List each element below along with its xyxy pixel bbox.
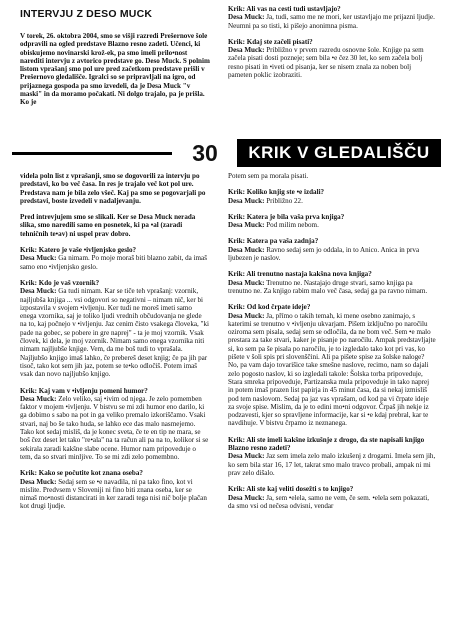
answer-paragraph: Desa Muck: Ja, sem •elela, samo ne vem, če sem. •elela sem pokazati, da smo vsi od nečesa odvisni, vendar <box>228 493 429 510</box>
banner-rule <box>12 152 172 155</box>
paragraph-gap <box>228 30 436 38</box>
question-paragraph: Krik: Kaj vam v •ivljenju pomeni humor? <box>20 386 148 395</box>
paragraph-gap <box>228 477 436 485</box>
right-bottom-column <box>228 172 436 510</box>
question-paragraph: V torek, 26. oktobra 2004, smo se višji razredi Prešernove šole odpravili na ogled predstave Blazno resno zadeti. Učenci, ki obiskujemo novinarski krož-ek, pa smo imeli prilo•nost narediti intervju z avtorico predstave go. Deso Muck. S polnim listom vprašanj smo pol ure pred začetkom predstave prišli v Prešernovo gledališče. Igralci so se pripravljali na igro, od prijaznega gospoda pa smo izvedeli, da je Desa Muck "v maski" in da moramo počakati. Ni dolgo trajalo, pa je prišla. Ko je <box>20 32 210 107</box>
question-paragraph: Krik: Ali ste kaj veliti dosežti s to knjigo? <box>228 485 354 494</box>
question-paragraph: Krik: Kdaj ste začeli pisati? <box>228 37 313 46</box>
answer-paragraph: Desa Muck: Ga tudi nimam. Kar se tiče teh vprašanj: vzornik, najljubša knjiga ... vsi odgovori so negativni – nimam nič, ker bi izpostavila v svojem •ivljenju. Ker tudi ne moreš imeti samo enega vzornika, saj je toliko ljudi vrednih občudovanja ne glede na to, kaj počnejo v •ivljenju. Jaz cenim čisto vsakega človeka, "ki pade na gobec, se pobere in gre naprej" - ta je moj vzornik. Vsak človek, ki dela, je moj vzornik. Nimam samo enega vzornika niti nimam najljubše knjige. Vem, da me boš tudi to vprašala. Najljubšo knjigo imaš lahko, če prebereš deset knjig; če pa jih par tisoč, tako kot sem jih jaz, potem se te•ko odločiš. Potem imaš vsak dan novo najljubšo knjigo. <box>20 287 209 379</box>
answer-paragraph: Potem sem pa morala pisati. <box>228 172 309 180</box>
answer-paragraph: Desa Muck: Ja, tudi, samo me ne mori, ker ustavljajo me prijazni ljudje. Neumni pa so tisti, ki pišejo anonimna pisma. <box>228 13 435 30</box>
question-paragraph: Krik: Koliko knjig ste •e izdali? <box>228 188 325 197</box>
paragraph-gap <box>228 180 436 188</box>
answer-paragraph: Desa Muck: Zelo veliko, saj •ivim od njega. Je zelo pomemben faktor v mojem •ivljenju. V bistvu se mi zdi humor eno darilo, ki ga dobimo s sabo na pot in ga veliko premalo izkoriščamo. Vsaki stvari, naj bo še tako huda, se lahko ece das malo nasmejemo. Tako kot sedaj misliš, da je konec sveta, če te en tip ne mara, se boš čez deset let tako "re•ala" na ta račun ali pa na to, kolikor si se sekirala zaradi kakšne slabe ocene. Humor nam pripoveduje o tem, da so stvari minljive. To se mi zdi zelo pomembno. <box>20 394 209 461</box>
paragraph-gap <box>228 229 436 237</box>
intro-column <box>20 32 210 107</box>
answer-paragraph: Desa Muck: Ravno sedaj sem jo oddala, in to Anico. Anica in prva ljubezen je naslov. <box>228 245 420 263</box>
question-paragraph: Krik: Katera je bila vaša prva knjiga? <box>228 212 345 221</box>
answer-paragraph: Desa Muck: Približno 22. <box>228 196 303 205</box>
left-bottom-column <box>20 172 210 511</box>
paragraph-gap <box>228 262 436 270</box>
page-number: 30 <box>192 140 218 166</box>
question-paragraph: Pred intrevjujem smo se slikali. Ker se Desa Muck nerada slika, smo naredili samo en posnetek, ki pa •al (zaradi tehničnih te•av) ni uspel prav dobro. <box>20 213 196 238</box>
answer-paragraph: Desa Muck: Jaz sem imela zelo malo izkušenj z drogami. Imela sem jih, ko sem bila star 16, 17 let, takrat smo malo travco probali, ampak ni mi prav zelo dišalo. <box>228 452 436 477</box>
answer-paragraph: Desa Muck: Sedaj sem se •e navadila, ni pa tako fino, kot vi mislite. Predvsem v Sloveniji ni fino biti znana oseba, ker se nimaš mo•nosti distancirati in ker zaradi tega nisi nič bolje plačan kot drugi ljudje. <box>20 477 207 511</box>
page-banner <box>12 139 441 167</box>
question-paragraph: Krik: Ali ste imeli kakšne izkušnje z drogo, da ste napisali knjigo Blazno resno zadeti? <box>228 435 425 453</box>
question-paragraph: Krik: Kdo je vaš vzornik? <box>20 278 100 287</box>
paragraph-gap <box>228 205 436 213</box>
question-paragraph: Krik: Katero je vaše •ivljenjsko geslo? <box>20 246 137 255</box>
question-paragraph: videla poln list z vprašanji, smo se dogovorili za intervju po predstavi, ko bo več časa. In res je trajalo več kot pol ure. <box>20 172 200 189</box>
question-paragraph: Krik: Katera pa vaša zadnja? <box>228 237 319 246</box>
answer-paragraph: Desa Muck: Približno v prvem razredu osnovne šole. Knjige pa sem začela pisati dosti pozneje; sem bila •e čez 30 let, ko sem začela bolj resno pisati in •iveti od pisanja, ker se nisem znala za noben bolj pameten poklic izobraziti. <box>228 46 424 80</box>
paragraph-gap <box>20 238 210 246</box>
paragraph-gap <box>20 379 210 387</box>
question-paragraph: Krik: Ali trenutno nastaja kakšna nova knjiga? <box>228 270 372 279</box>
paragraph-gap <box>20 271 210 279</box>
article-heading: INTERVJU Z DESO MUCK <box>20 8 153 20</box>
answer-paragraph: Desa Muck: Trenutno ne. Nastajajo druge stvari, samo knjiga pa trenutno ne. Za knjigo rabim malo več časa, sedaj ga pa ravno nimam. <box>228 278 428 295</box>
right-top-column <box>228 5 436 79</box>
question-paragraph: Krik: Kako se počutite kot znana oseba? <box>20 469 143 478</box>
answer-paragraph: Desa Muck: Ga nimam. Po moje moraš biti blazno zabit, da imaš samo eno •ivljenjsko geslo. <box>20 254 207 271</box>
section-title: KRIK V GLEDALIŠČU <box>237 139 441 167</box>
question-paragraph: Krik: Ali vas na cesti tudi ustavljajo? <box>228 5 341 13</box>
paragraph-gap <box>20 205 210 213</box>
answer-paragraph: Desa Muck: Pod milim nebom. <box>228 221 319 230</box>
answer-paragraph: Desa Muck: Ja, přímo o takih temah, ki mene osebno zanimajo, s katerimi se trenutno v •ivljenju ukvarjam. Pišem izključno po naročilu oziroma sem pisala, sedaj sem se odločila, da ne bom več. Sem •e malo prestara za take stvari, kaker je pisanje po naročilu. Ampak predstavljajte si, ko sem pa še pisala po naročilu, je to izgledalo tako kot pri vas, ko pišete v šoli spis pri slovenščini. Ali pa pišete spise za šolske naloge? No, pa vam dajo tovarišice take smešne naslove, recimo, nam so dajali zelo pogosto naslov, ki so izgledali takole: Šolska torba pripoveduje, Stara smreka pripoveduje, Partizanska mula pripoveduje in tako naprej in potem imaš prazen list papirja in 45 minut časa, da si nekaj izmisliš pod tem naslovom. Sedaj pa jaz vas vprašam, od kod pa vi črpate ideje za svoje spise. Mislim, da je to edini mo•ni odgovor. Črpaš jih nekje iz podzavesti, kjer so spravljene informacije, kar si •e kdaj prebral, kar te navdihuje. V bistvu črpamo iz neznanega. <box>228 311 436 428</box>
question-paragraph: Predstava nam je bila zelo všeč. Kaj pa smo se pogovarjali po predstavi, boste izvedeli v nadaljevanju. <box>20 188 206 205</box>
paragraph-gap <box>20 461 210 469</box>
paragraph-gap <box>228 428 436 436</box>
question-paragraph: Krik: Od kod črpate ideje? <box>228 303 311 312</box>
paragraph-gap <box>228 295 436 303</box>
